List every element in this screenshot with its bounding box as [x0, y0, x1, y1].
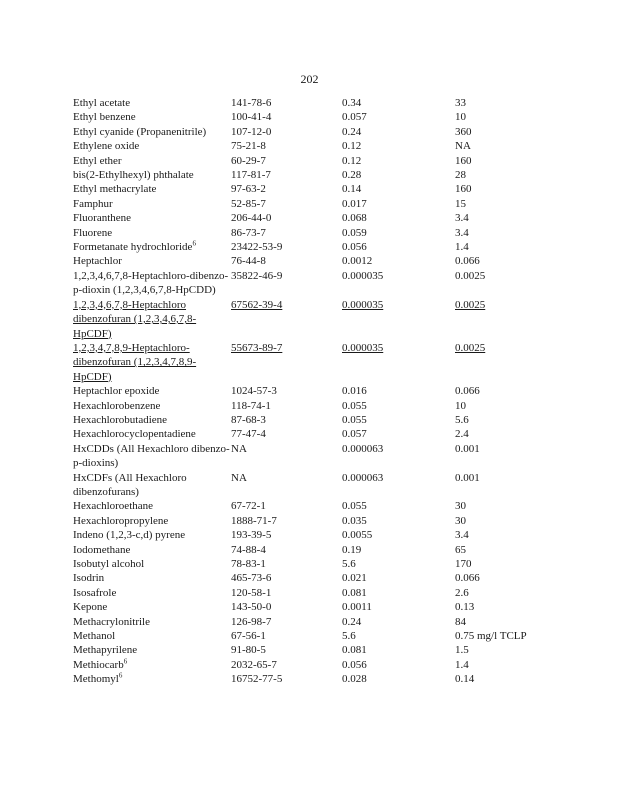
table-row [73, 615, 553, 629]
cas-number: 143-50-0 [231, 601, 272, 614]
constituent-name: Ethyl cyanide (Propanenitrile) [73, 125, 207, 138]
wastewater-value: 0.068 [342, 212, 367, 225]
cas-number: 76-44-8 [231, 255, 266, 268]
cas-number: NA [231, 442, 247, 455]
cas-number: 465-73-6 [231, 572, 272, 585]
wastewater-value: 0.000063 [342, 442, 384, 455]
table-row [73, 514, 553, 528]
constituent-name: Kepone [73, 601, 108, 614]
constituent-name: Hexachlorocyclopentadiene [73, 428, 196, 441]
nonwastewater-value: 5.6 [455, 413, 469, 426]
constituent-name: Heptachlor [73, 255, 122, 268]
nonwastewater-value: 0.066 [455, 385, 480, 398]
table-row [73, 240, 553, 254]
wastewater-value: 0.0011 [342, 601, 372, 614]
nonwastewater-value: 33 [455, 97, 466, 109]
cas-number: 117-81-7 [231, 169, 271, 182]
table-row [73, 600, 553, 614]
wastewater-value: 0.14 [342, 183, 362, 196]
nonwastewater-value: 360 [455, 125, 472, 138]
wastewater-value: 0.12 [342, 154, 362, 167]
table-row [73, 643, 553, 657]
nonwastewater-value: 0.0025 [455, 269, 486, 282]
nonwastewater-value: 0.75 mg/l TCLP [455, 630, 527, 643]
footnote-marker: 6 [123, 657, 128, 666]
nonwastewater-value: 30 [455, 500, 466, 513]
table-row [73, 442, 553, 471]
cas-number: 52-85-7 [231, 197, 266, 210]
constituent-name: Fluorene [73, 226, 113, 239]
wastewater-value: 0.021 [342, 572, 367, 585]
table-row [73, 197, 553, 211]
wastewater-value: 0.000063 [342, 471, 384, 484]
wastewater-value: 0.056 [342, 241, 367, 254]
nonwastewater-value: 10 [455, 111, 466, 124]
nonwastewater-value: 84 [455, 615, 466, 628]
table-row [73, 269, 553, 298]
nonwastewater-value: 65 [455, 543, 466, 556]
wastewater-value: 0.017 [342, 197, 367, 210]
wastewater-value: 0.057 [342, 111, 367, 124]
cas-number: 1024-57-3 [231, 385, 277, 398]
nonwastewater-value: NA [455, 140, 471, 153]
cas-number: 60-29-7 [231, 154, 266, 167]
nonwastewater-value: 0.0025 [455, 298, 486, 311]
wastewater-value: 0.000035 [342, 341, 384, 354]
table-row [73, 571, 553, 585]
wastewater-value: 0.016 [342, 385, 367, 398]
cas-number: 107-12-0 [231, 125, 272, 138]
cas-number: 91-80-5 [231, 644, 266, 657]
nonwastewater-value: 0.0025 [455, 341, 486, 354]
wastewater-value: 0.19 [342, 543, 362, 556]
table-row [73, 586, 553, 600]
nonwastewater-value: 10 [455, 399, 466, 412]
wastewater-value: 0.035 [342, 514, 367, 527]
cas-number: 35822-46-9 [231, 269, 283, 282]
wastewater-value: 0.081 [342, 644, 367, 657]
cas-number: NA [231, 471, 247, 484]
nonwastewater-value: 0.001 [455, 442, 480, 455]
cas-number: 55673-89-7 [231, 341, 283, 354]
nonwastewater-value: 0.13 [455, 601, 475, 614]
table-row [73, 96, 553, 110]
cas-number: 126-98-7 [231, 615, 272, 628]
cas-number: 97-63-2 [231, 183, 266, 196]
constituent-name: Methacrylonitrile [73, 615, 150, 628]
cas-number: 67562-39-4 [231, 298, 283, 311]
table-row [73, 528, 553, 542]
nonwastewater-value: 0.14 [455, 673, 475, 686]
constituent-name: 1,2,3,4,7,8,9-Heptachloro-dibenzofuran (1,2,3,4,7,8,9-HpCDF) [73, 341, 197, 383]
cas-number: 16752-77-5 [231, 673, 283, 686]
constituent-name: Heptachlor epoxide [73, 385, 160, 398]
nonwastewater-value: 1.4 [455, 658, 469, 671]
wastewater-value: 0.34 [342, 97, 362, 109]
nonwastewater-value: 1.4 [455, 241, 469, 254]
cas-number: 77-47-4 [231, 428, 266, 441]
constituent-name: Ethyl ether [73, 154, 122, 167]
wastewater-value: 0.055 [342, 399, 367, 412]
nonwastewater-value: 160 [455, 183, 472, 196]
table-row [73, 110, 553, 124]
constituent-name: bis(2-Ethylhexyl) phthalate [73, 169, 194, 182]
nonwastewater-value: 3.4 [455, 212, 469, 225]
table-row [73, 125, 553, 139]
wastewater-value: 0.24 [342, 125, 362, 138]
constituent-name: HxCDFs (All Hexachloro dibenzofurans) [73, 471, 187, 498]
cas-number: 206-44-0 [231, 212, 272, 225]
nonwastewater-value: 3.4 [455, 226, 469, 239]
wastewater-value: 0.057 [342, 428, 367, 441]
table-row [73, 427, 553, 441]
constituent-name: Famphur [73, 197, 113, 210]
cas-number: 78-83-1 [231, 558, 266, 570]
wastewater-value: 0.0012 [342, 255, 373, 268]
constituent-name: Iodomethane [73, 543, 131, 556]
table-row [73, 182, 553, 196]
wastewater-value: 0.056 [342, 658, 367, 671]
constituent-name: Methomyl$^6$ [73, 671, 123, 686]
cas-number: 118-74-1 [231, 399, 271, 412]
table-row [73, 139, 553, 153]
table-row [73, 211, 553, 225]
nonwastewater-value: 160 [455, 154, 472, 167]
constituent-name: 1,2,3,4,6,7,8-Heptachloro-dibenzo-p-dioxin (1,2,3,4,6,7,8-HpCDD) [73, 269, 229, 297]
wastewater-value: 0.055 [342, 500, 367, 513]
table-row [73, 557, 553, 571]
wastewater-value: 0.000035 [342, 269, 384, 282]
table-row [73, 629, 553, 643]
wastewater-value: 0.081 [342, 586, 367, 599]
wastewater-value: 0.0055 [342, 529, 373, 542]
constituent-name: Methanol [73, 630, 116, 643]
cas-number: 67-72-1 [231, 500, 266, 513]
wastewater-value: 0.24 [342, 615, 362, 628]
constituent-name: Hexachlorobenzene [73, 399, 161, 412]
table-row [73, 298, 553, 341]
table-row [73, 543, 553, 557]
constituent-name: Hexachloropropylene [73, 514, 169, 527]
constituent-name: Ethyl benzene [73, 111, 136, 124]
constituent-name: HxCDDs (All Hexachloro dibenzo-p-dioxins) [73, 442, 230, 470]
wastewater-value: 0.12 [342, 140, 362, 153]
constituent-name: Isodrin [73, 572, 105, 585]
table-row [73, 154, 553, 168]
constituents-table [73, 96, 553, 687]
table-body [73, 96, 553, 687]
nonwastewater-value: 3.4 [455, 529, 469, 542]
table-row [73, 168, 553, 182]
constituent-name: Isosafrole [73, 586, 117, 599]
cas-number: 67-56-1 [231, 630, 266, 643]
constituent-name: Methapyrilene [73, 644, 138, 657]
cas-number: 86-73-7 [231, 226, 266, 239]
nonwastewater-value: 2.6 [455, 586, 469, 599]
wastewater-value: 0.028 [342, 673, 367, 686]
nonwastewater-value: 15 [455, 197, 466, 210]
nonwastewater-value: 0.066 [455, 572, 480, 585]
cas-number: 1888-71-7 [231, 514, 277, 527]
table-row [73, 658, 553, 672]
constituent-name: Ethyl methacrylate [73, 183, 157, 196]
wastewater-value: 0.28 [342, 169, 362, 182]
table-row [73, 341, 553, 384]
table-row [73, 226, 553, 240]
cas-number: 120-58-1 [231, 586, 272, 599]
table-row [73, 471, 553, 500]
table-row [73, 413, 553, 427]
footnote-marker: 6 [118, 671, 123, 680]
cas-number: 23422-53-9 [231, 241, 283, 254]
cas-number: 141-78-6 [231, 97, 272, 109]
table-row [73, 399, 553, 413]
nonwastewater-value: 30 [455, 514, 466, 527]
footnote-marker: 6 [192, 239, 196, 248]
constituent-name: Indeno (1,2,3-c,d) pyrene [73, 529, 186, 542]
constituent-name: Isobutyl alcohol [73, 558, 145, 570]
table-row [73, 254, 553, 268]
constituent-name: Ethylene oxide [73, 140, 140, 153]
wastewater-value: 5.6 [342, 558, 356, 570]
page-number: 202 [300, 72, 319, 86]
cas-number: 2032-65-7 [231, 658, 277, 671]
table-row [73, 499, 553, 513]
nonwastewater-value: 28 [455, 169, 466, 182]
wastewater-value: 0.055 [342, 413, 367, 426]
constituent-name: Hexachloroethane [73, 500, 154, 513]
nonwastewater-value: 170 [455, 558, 472, 570]
cas-number: 193-39-5 [231, 529, 272, 542]
nonwastewater-value: 0.066 [455, 255, 480, 268]
cas-number: 74-88-4 [231, 543, 266, 556]
cas-number: 100-41-4 [231, 111, 272, 124]
nonwastewater-value: 1.5 [455, 644, 469, 657]
wastewater-value: 0.059 [342, 226, 367, 239]
table-row [73, 384, 553, 398]
nonwastewater-value: 2.4 [455, 428, 469, 441]
constituent-name: Fluoranthene [73, 212, 132, 225]
table-row [73, 672, 553, 686]
constituent-name: Formetanate hydrochloride$^6$ [73, 239, 196, 254]
nonwastewater-value: 0.001 [455, 471, 480, 484]
constituent-name: 1,2,3,4,6,7,8-Heptachloro dibenzofuran (1,2,3,4,6,7,8-HpCDF) [73, 298, 197, 340]
wastewater-value: 0.000035 [342, 298, 384, 311]
constituent-name: Hexachlorobutadiene [73, 413, 168, 426]
cas-number: 75-21-8 [231, 140, 266, 153]
wastewater-value: 5.6 [342, 630, 356, 643]
constituent-name: Ethyl acetate [73, 97, 131, 109]
cas-number: 87-68-3 [231, 413, 266, 426]
constituent-name: Methiocarb$^6$ [73, 657, 128, 671]
